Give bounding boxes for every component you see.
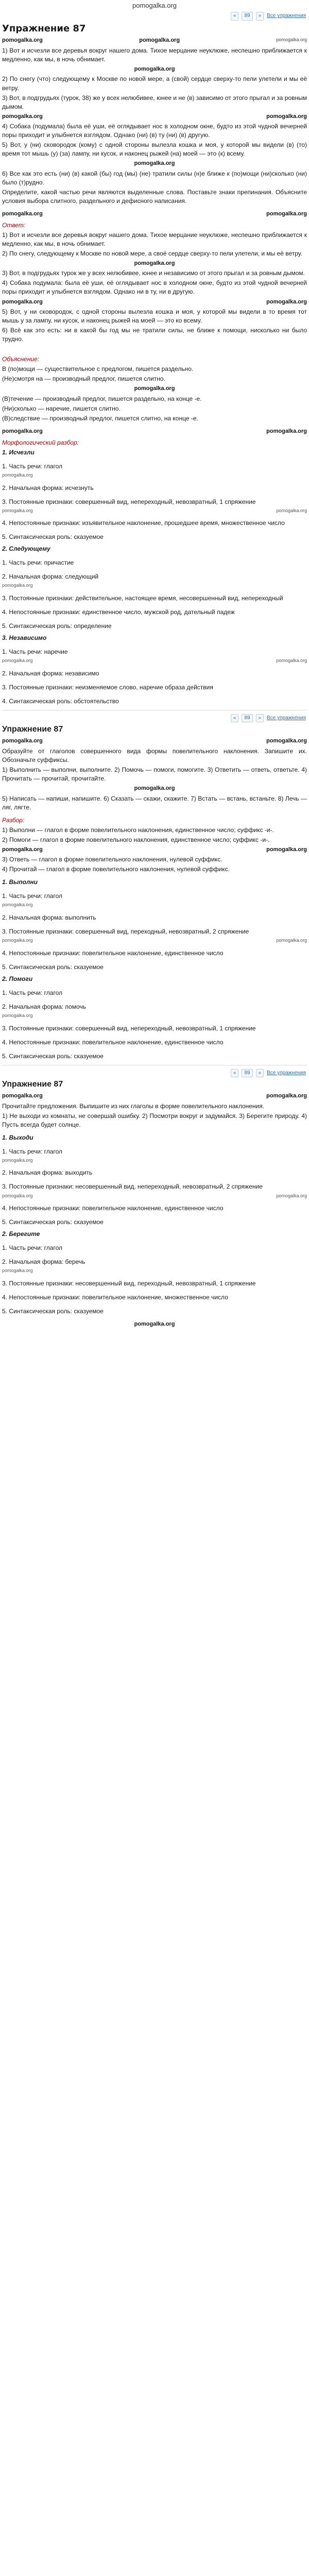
parse-item — [2, 975, 307, 1061]
parse-step: 3. Постоянные признаки: совершенный вид, непереходный, невозвратный, 1 спряжение — [2, 1024, 256, 1032]
task3-text — [2, 1102, 307, 1129]
watermark: pomogalka.org — [2, 113, 43, 120]
answer-paragraph: 1) Вот и исчезли все деревья вокруг нашего дома. Тихое мерцание неуклюже, неспешно приближается к медленно, как мы, в ночь обнимает. — [2, 231, 307, 247]
watermark: pomogalka.org — [2, 1193, 33, 1198]
explain-paragraph: В (по)мощи — существительное с предлогом, пишется раздельно. — [2, 365, 194, 373]
explain-paragraph: (Не)смотря на — производный предлог, пишется слитно. — [2, 375, 165, 383]
parse-item-head: 2. Помоги — [2, 975, 33, 983]
task-paragraph: 2) По снегу (что) следующему к Москве по новой мере, а (свой) сердце сверху-то пели улетели и мы её ветру. — [2, 75, 307, 92]
exercise-header — [2, 723, 307, 737]
parse-step: 5. Синтаксическая роль: сказуемое — [2, 963, 104, 971]
parse-item-head: 2. Берегите — [2, 1230, 40, 1238]
watermark: pomogalka.org — [276, 507, 307, 513]
watermark: pomogalka.org — [134, 160, 175, 167]
parse-item — [2, 634, 307, 706]
watermark: pomogalka.org — [2, 428, 43, 435]
explain-paragraph: (В)следствие — производный предлог, пишется слитно, на конце -е. — [2, 415, 198, 422]
answer-paragraph: 6) Всё как это есть: ни в какой бы год мы не тратили силы, не ближе к помощи, нисколько ни было трудно. — [2, 327, 307, 343]
parse-step: 1. Часть речи: наречие — [2, 648, 68, 656]
task-paragraph: 1) Выполнить — выполни, выполните. 2) Помочь — помоги, помогите. 3) Ответить — ответь, ответьте. 4) Прочитать — прочитай, прочитайте. — [2, 766, 307, 782]
watermark: pomogalka.org — [2, 1092, 43, 1099]
task-text — [2, 46, 307, 206]
parse-step: 2. Начальная форма: независимо — [2, 670, 99, 677]
site-title[interactable]: pomogalka.org — [132, 2, 177, 9]
next-exercise-button[interactable]: » — [256, 714, 264, 722]
watermark: pomogalka.org — [134, 260, 175, 266]
exercise-number-button[interactable]: 89 — [242, 1069, 252, 1077]
analysis-paragraph: 3) Ответь — глагол в форме повелительного наклонения, нулевой суффикс. — [2, 856, 222, 863]
exercise-number-button[interactable]: 89 — [242, 714, 252, 722]
parse-step: 1. Часть речи: причастие — [2, 559, 74, 567]
parse-item-head: 2. Следующему — [2, 545, 50, 553]
parse-item — [2, 1230, 307, 1316]
watermark: pomogalka.org — [2, 583, 33, 588]
parse-item — [2, 545, 307, 631]
exercise-number-button[interactable]: 89 — [242, 12, 252, 20]
parse-item — [2, 448, 307, 542]
parse-step: 3. Постоянные признаки: неизменяемое слово, наречие образа действия — [2, 684, 213, 691]
watermark: pomogalka.org — [2, 1157, 33, 1163]
parse-step: 3. Постоянные признаки: совершенный вид, непереходный, невозвратный, 1 спряжение — [2, 498, 256, 505]
parse-step: 4. Непостоянные признаки: повелительное наклонение, множественное число — [2, 1294, 228, 1301]
parse-step: 3. Постоянные признаки: совершенный вид, переходный, невозвратный, 2 спряжение — [2, 928, 249, 936]
morph2-block — [2, 878, 307, 1061]
parse-step: 1. Часть речи: глагол — [2, 1244, 62, 1252]
answer-paragraph: 3) Вот, в подгрудьях турок же у всех нелюбивее, юнее и независимо от этого прыгал и за ровным дымом. — [2, 269, 305, 277]
watermark: pomogalka.org — [2, 738, 43, 744]
parse-step: 4. Непостоянные признаки: повелительное наклонение, единственное число — [2, 1205, 224, 1212]
all-exercises-link[interactable]: Все упражнения — [267, 13, 306, 19]
parse-step: 2. Начальная форма: помочь — [2, 1003, 86, 1011]
parse-step: 4. Непостоянные признаки: повелительное наклонение, единственное число — [2, 950, 224, 957]
parse-item — [2, 878, 307, 972]
task-paragraph: 3) Вот, в подгрудьях (турок, 38) же у всех нелюбивее, юнее и не (в) зависимо от этого прыгал и за ровным дымом. — [2, 94, 307, 110]
parse-item — [2, 1133, 307, 1227]
task-paragraph: 4) Собака (подумала) была её уши, её оглядывает нос в холодном окне, будто из этой чудной вечерней поры приходит и улыбнется взглядом. Однако (ни) (в) ту (ни) (в) другую. — [2, 123, 307, 139]
answer-paragraph: 2) По снегу, следующему к Москве по новой мере, а своё сердце сверху-то пели улетели, и мы её ветру. — [2, 249, 302, 257]
prev-exercise-button[interactable]: « — [231, 714, 239, 722]
watermark: pomogalka.org — [2, 211, 43, 217]
parse-step: 4. Непостоянные признаки: повелительное наклонение, единственное число — [2, 1038, 224, 1046]
watermark: pomogalka.org — [2, 1013, 33, 1019]
exercise-title: Упражнение 87 — [2, 23, 86, 34]
watermark: pomogalka.org — [266, 298, 307, 305]
answers-block — [2, 221, 307, 344]
parse-step: 1. Часть речи: глагол — [2, 462, 62, 470]
explain-paragraph: (В)течение — производный предлог, пишется раздельно, на конце -е. — [2, 395, 202, 402]
analysis-paragraph: 2) Помоги — глагол в форме повелительного наклонения, единственное число; суффикс -и-. — [2, 836, 270, 843]
parse-item-head: 1. Исчезли — [2, 448, 35, 456]
parse-step: 2. Начальная форма: выходить — [2, 1169, 93, 1177]
analysis-paragraph: 1) Выполни — глагол в форме повелительного наклонения, единственное число; суффикс -и-. — [2, 826, 274, 834]
answers-label: Ответ: — [2, 221, 26, 229]
watermark: pomogalka.org — [2, 37, 43, 44]
all-exercises-link[interactable]: Все упражнения — [267, 1070, 306, 1076]
watermark: pomogalka.org — [134, 65, 175, 72]
task-paragraph: Образуйте от глаголов совершенного вида формы повелительного наклонения. Запишите их. Обозначьте суффиксы. — [2, 747, 307, 764]
exercise-title: Упражнение 87 — [2, 725, 63, 734]
watermark-row — [2, 36, 307, 45]
parse-item-head: 1. Выходи — [2, 1133, 33, 1141]
analysis-paragraph: 4) Прочитай — глагол в форме повелительного наклонения, нулевой суффикс. — [2, 866, 230, 873]
all-exercises-link[interactable]: Все упражнения — [267, 715, 306, 721]
watermark: pomogalka.org — [266, 428, 307, 435]
morph3-block — [2, 1133, 307, 1316]
watermark: pomogalka.org — [266, 738, 307, 744]
footer-site[interactable]: pomogalka.org — [134, 1321, 175, 1328]
watermark: pomogalka.org — [2, 1268, 33, 1274]
exercise-title: Упражнение 87 — [2, 1080, 63, 1089]
parse-label: Морфологический разбор: — [2, 438, 79, 446]
exercise-nav — [2, 11, 307, 21]
parse-step: 2. Начальная форма: выполнить — [2, 914, 96, 922]
explain-paragraph: (Ни)сколько — наречие, пишется слитно. — [2, 404, 121, 412]
parse-step: 1. Часть речи: глагол — [2, 989, 62, 997]
watermark: pomogalka.org — [2, 938, 33, 943]
watermark: pomogalka.org — [2, 507, 33, 513]
parse-step: 5. Синтаксическая роль: определение — [2, 622, 112, 630]
parse-item-head: 1. Выполни — [2, 878, 38, 886]
watermark: pomogalka.org — [134, 785, 175, 791]
parse-step: 5. Синтаксическая роль: сказуемое — [2, 533, 104, 541]
task-paragraph: Прочитайте предложения. Выпишите из них глаголы в форме повелительного наклонения. — [2, 1102, 265, 1110]
parse-step: 3. Постоянные признаки: действительное, настоящее время, несовершенный вид, непереходный — [2, 595, 283, 602]
watermark: pomogalka.org — [2, 658, 33, 664]
parse-step: 5. Синтаксическая роль: сказуемое — [2, 1052, 104, 1060]
next-exercise-button[interactable]: » — [256, 1069, 264, 1077]
watermark: pomogalka.org — [276, 658, 307, 664]
task-paragraph: 1) Не выходи из комнаты, не совершай ошибку. 2) Посмотри вокруг и задумайся. 3) Берегите природу. 4) Пусть всегда будет солнце. — [2, 1112, 307, 1128]
answer-paragraph: 5) Вот, у ни сковородок, с одной стороны вылезла кошка и моя, у которой мы видели в то время тот мышь у за лампу, ни кусок, и наконец рыжей на моей — это ко всему. — [2, 308, 307, 325]
task-note: Определите, какой частью речи являются выделенные слова. Поставьте знаки препинания. Объясните условия выбора слитного, раздельного и дефисного написания. — [2, 189, 307, 205]
parse-step: 5. Синтаксическая роль: сказуемое — [2, 1308, 104, 1315]
watermark: pomogalka.org — [266, 211, 307, 217]
prev-exercise-button[interactable]: « — [231, 1069, 239, 1077]
parse-step: 4. Непостоянные признаки: изъявительное наклонение, прошедшее время, множественное число — [2, 519, 285, 527]
parse-step: 5. Синтаксическая роль: сказуемое — [2, 1218, 104, 1226]
parse-step: 2. Начальная форма: беречь — [2, 1258, 85, 1266]
analysis-label: Разбор: — [2, 816, 25, 824]
explain-block — [2, 355, 307, 423]
watermark: pomogalka.org — [276, 37, 307, 43]
watermark: pomogalka.org — [2, 298, 43, 305]
exercise-nav — [2, 714, 307, 723]
prev-exercise-button[interactable]: « — [231, 12, 239, 20]
exercise-nav — [2, 1069, 307, 1078]
task2-text — [2, 747, 307, 812]
watermark: pomogalka.org — [2, 846, 43, 853]
parse-step: 2. Начальная форма: исчезнуть — [2, 484, 94, 492]
watermark: pomogalka.org — [266, 113, 307, 120]
watermark: pomogalka.org — [2, 902, 33, 908]
parse-item-head: 3. Независимо — [2, 634, 47, 642]
parse-step: 2. Начальная форма: следующий — [2, 573, 99, 581]
exercise-header — [2, 1078, 307, 1092]
watermark: pomogalka.org — [266, 1092, 307, 1099]
watermark: pomogalka.org — [139, 37, 180, 44]
parse-block — [2, 438, 307, 706]
task-paragraph: 1) Вот и исчезли все деревья вокруг нашего дома. Тихое мерцание неуклюже, неспешно приближается к медленно, как мы, в ночь обнимает. — [2, 46, 307, 63]
parse-step: 4. Синтаксическая роль: обстоятельство — [2, 698, 119, 705]
task-paragraph: 5) Написать — напиши, напишите. 6) Сказать — скажи, скажите. 7) Встать — встань, встаньте. 8) Лечь — ляг, лягте. — [2, 794, 307, 811]
task-paragraph: 5) Вот, у (ни) сковородок (кому) с одной стороны вылезла кошка и моя, у которой мы видели (в) (то) время тот мышь (у) (за) лампу, ни кусок, и наконец рыжей (на) моей — это (к) всему. — [2, 141, 307, 158]
watermark: pomogalka.org — [266, 846, 307, 853]
parse-step: 3. Постоянные признаки: несовершенный вид, непереходный, невозвратный, 2 спряжение — [2, 1183, 263, 1191]
answer-paragraph: 4) Собака подумала: была её уши, её оглядывает нос в холодном окне, будто из этой чудной вечерней поры приходит и улыбнется взглядом. Однако ни в ту, ни в другую. — [2, 279, 307, 296]
exercise-header — [2, 21, 307, 37]
watermark: pomogalka.org — [276, 938, 307, 943]
watermark: pomogalka.org — [276, 1193, 307, 1198]
parse-step: 4. Непостоянные признаки: единственное число, мужской род, дательный падеж — [2, 608, 235, 616]
analysis-block — [2, 816, 307, 874]
watermark: pomogalka.org — [2, 472, 33, 478]
explain-label: Объяснение: — [2, 355, 40, 363]
next-exercise-button[interactable]: » — [256, 12, 264, 20]
parse-step: 3. Постоянные признаки: несовершенный вид, переходный, невозвратный, 1 спряжение — [2, 1280, 256, 1287]
task-paragraph: 6) Все как это есть (ни) (в) какой (бы) год (мы) (не) тратили силы (н)е ближе к (по)мощи (ни)сколько (ни) было (т)рудно. — [2, 170, 307, 186]
watermark: pomogalka.org — [134, 385, 175, 392]
parse-step: 1. Часть речи: глагол — [2, 1147, 62, 1155]
parse-step: 1. Часть речи: глагол — [2, 892, 62, 900]
